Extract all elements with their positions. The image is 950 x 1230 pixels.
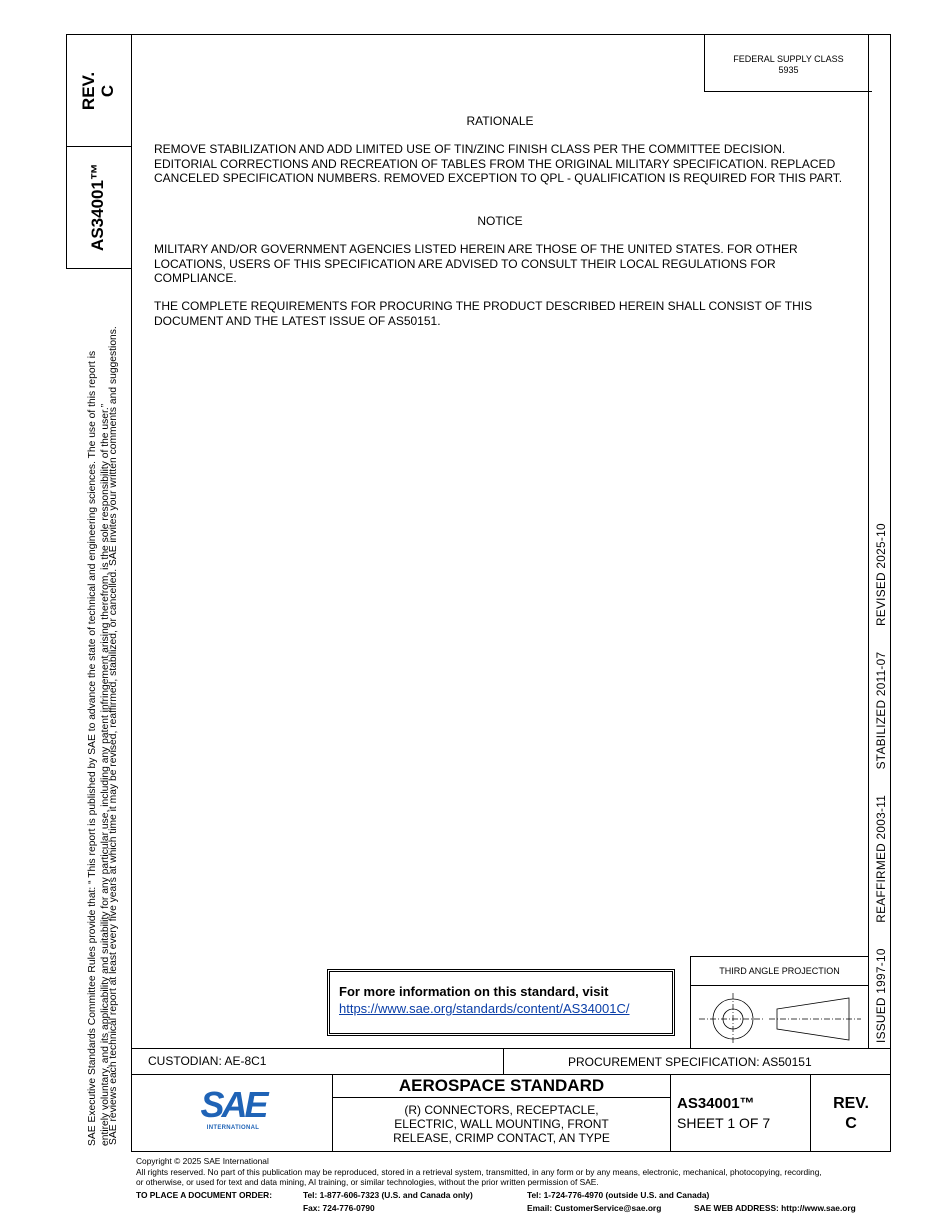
info-link[interactable]: https://www.sae.org/standards/content/AS34001C/ bbox=[339, 1001, 630, 1016]
history-strip bbox=[874, 443, 888, 1043]
side-note-line1: SAE Executive Standards Committee Rules provide that: “ This report is published by SAE to advance the state of technical and engineering sciences. The use of this report is bbox=[87, 350, 98, 1146]
sae-logo-sub: INTERNATIONAL bbox=[206, 1125, 260, 1131]
subtitle-line3: RELEASE, CRIMP CONTACT, AN TYPE bbox=[393, 1131, 610, 1145]
side-note-line2: entirely voluntary, and its applicability and suitability for any particular use, including any patent infringement arising therefrom, is the sole responsibility of the user.” bbox=[100, 403, 111, 1146]
left-rev-value: C bbox=[98, 84, 117, 98]
history-stabilized: STABILIZED 2011-07 bbox=[874, 651, 888, 770]
tb-sheet: SHEET 1 OF 7 bbox=[677, 1115, 771, 1131]
projection-label: THIRD ANGLE PROJECTION bbox=[719, 966, 840, 976]
footer-order-label: TO PLACE A DOCUMENT ORDER: bbox=[136, 1190, 273, 1200]
sae-logo-text: SAE bbox=[200, 1084, 266, 1125]
notice-para1: MILITARY AND/OR GOVERNMENT AGENCIES LISTED HEREIN ARE THOSE OF THE UNITED STATES. FOR OTHER LOCATIONS, USERS OF THIS SPECIFICATION ARE ADVISED TO CONSULT THEIR LOCAL REGULATIONS FOR COMPLIANCE. bbox=[154, 242, 798, 285]
footer-email[interactable]: Email: CustomerService@sae.org bbox=[527, 1203, 662, 1213]
sae-logo bbox=[198, 1084, 268, 1136]
info-box bbox=[327, 969, 675, 1036]
tb-top-line bbox=[131, 1048, 891, 1049]
tb-row-line bbox=[131, 1074, 891, 1075]
rationale-text: REMOVE STABILIZATION AND ADD LIMITED USE OF TIN/ZINC FINISH CLASS PER THE COMMITTEE DECISION. EDITORIAL CORRECTIONS AND RECREATION OF TABLES FROM THE ORIGINAL MILITARY SPECIFICATION. REPLACED CANCELED SPECIFICATION NUMBERS. REMOVED EXCEPTION TO QPL - QUALIFICATION IS REQUIRED FOR THIS PART. bbox=[154, 142, 843, 185]
tb-rev-value: C bbox=[845, 1115, 857, 1132]
history-revised: REVISED 2025-10 bbox=[874, 523, 888, 627]
footer bbox=[136, 1156, 916, 1188]
frame-left-bottom-line bbox=[66, 268, 131, 269]
footer-rights1: All rights reserved. No part of this publication may be reproduced, stored in a retrieval system, transmitted, in any form or by any means, electronic, mechanical, photocopying, recording, bbox=[136, 1166, 822, 1177]
fsc-box bbox=[704, 34, 872, 92]
tb-title-underline bbox=[333, 1097, 670, 1098]
tb-rev bbox=[811, 1094, 891, 1134]
left-rev-label: REV. bbox=[79, 71, 98, 111]
frame-inner-left-line bbox=[131, 34, 132, 1152]
projection-symbol-icon bbox=[691, 987, 868, 1049]
projection-box bbox=[690, 956, 869, 1049]
footer-fax: Fax: 724-776-0790 bbox=[303, 1203, 375, 1213]
procurement-spec: PROCUREMENT SPECIFICATION: AS50151 bbox=[568, 1055, 812, 1069]
left-doc-number: AS34001™ bbox=[88, 163, 107, 251]
footer-tel-intl: Tel: 1-724-776-4970 (outside U.S. and Canada) bbox=[527, 1190, 710, 1200]
fsc-value: 5935 bbox=[778, 65, 799, 75]
notice-para2: THE COMPLETE REQUIREMENTS FOR PROCURING THE PRODUCT DESCRIBED HEREIN SHALL CONSIST OF THIS DOCUMENT AND THE LATEST ISSUE OF AS50151. bbox=[154, 299, 813, 328]
subtitle-line2: ELECTRIC, WALL MOUNTING, FRONT bbox=[394, 1117, 609, 1131]
document-subtitle bbox=[333, 1103, 670, 1145]
frame-right-inner-line bbox=[868, 34, 869, 1048]
frame-right-outer-line bbox=[890, 34, 891, 1152]
tb-custodian-divider bbox=[503, 1048, 504, 1074]
notice-heading: NOTICE bbox=[477, 214, 523, 228]
aerospace-standard-title: AEROSPACE STANDARD bbox=[398, 1076, 605, 1095]
tb-rev-label: REV. bbox=[833, 1095, 869, 1112]
tb-doc-number: AS34001™ bbox=[677, 1095, 755, 1112]
rationale-heading: RATIONALE bbox=[466, 114, 534, 128]
footer-web[interactable]: SAE WEB ADDRESS: http://www.sae.org bbox=[694, 1203, 856, 1213]
left-rev bbox=[79, 41, 119, 141]
tb-bottom-line bbox=[131, 1151, 891, 1152]
info-title: For more information on this standard, visit bbox=[339, 984, 609, 999]
custodian: CUSTODIAN: AE-8C1 bbox=[148, 1054, 267, 1068]
fsc-label: FEDERAL SUPPLY CLASS bbox=[733, 54, 844, 64]
history-reaffirmed: REAFFIRMED 2003-11 bbox=[874, 794, 888, 923]
footer-rights2: or otherwise, or used for text and data mining, AI training, or similar technologies, without the prior written permission of SAE. bbox=[136, 1177, 599, 1187]
history-issued: ISSUED 1997-10 bbox=[874, 948, 888, 1043]
tb-title-divider bbox=[670, 1074, 671, 1152]
footer-copyright: Copyright © 2025 SAE International bbox=[136, 1156, 269, 1166]
footer-tel-us: Tel: 1-877-606-7323 (U.S. and Canada only) bbox=[303, 1190, 473, 1200]
subtitle-line1: (R) CONNECTORS, RECEPTACLE, bbox=[404, 1103, 599, 1117]
side-note-review: SAE reviews each technical report at least every five years at which time it may be revised, reaffirmed, stabilized, or cancelled. SAE invites your written comments and suggestions. bbox=[108, 326, 119, 1145]
frame-left-line bbox=[66, 34, 67, 269]
